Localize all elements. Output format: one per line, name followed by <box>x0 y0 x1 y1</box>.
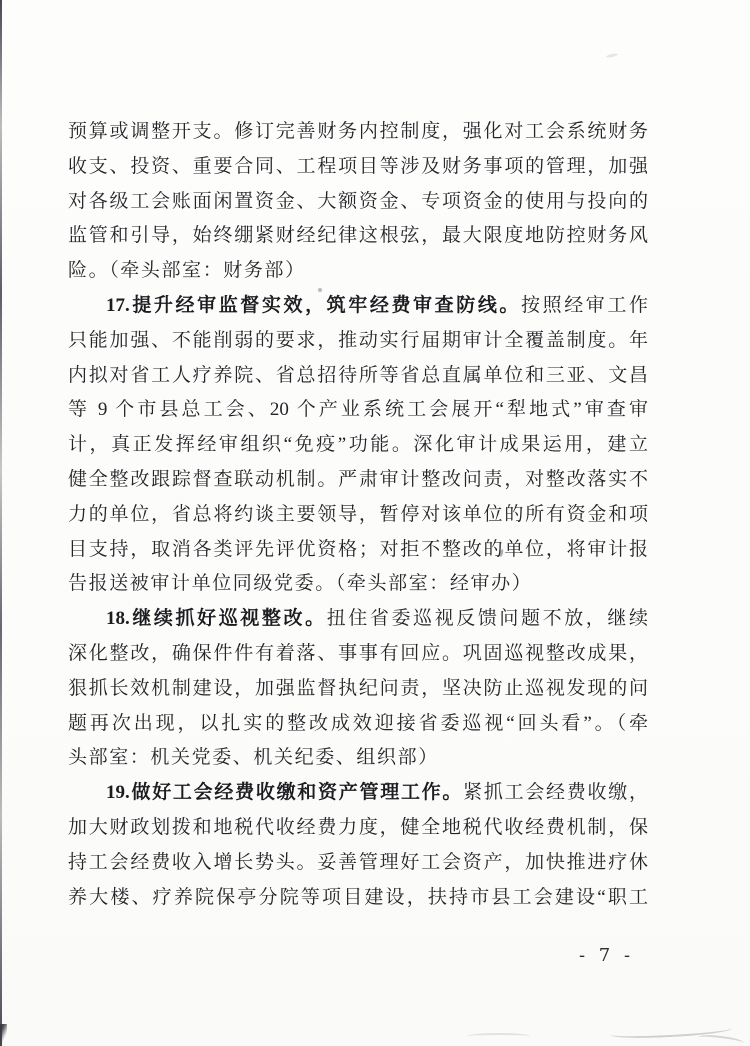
page-number: - 7 - <box>579 945 635 966</box>
item-19-heading: 19.做好工会经费收缴和资产管理工作。 <box>106 782 464 804</box>
text-line <box>68 359 648 394</box>
text-line <box>68 115 648 150</box>
text-segment: 题再次出现，以扎实的整改成效迎接省委巡视“回头看”。（牵 <box>68 712 648 734</box>
text-line <box>68 498 648 533</box>
ink-speck <box>318 288 322 292</box>
text-segment: 养大楼、疗养院保亭分院等项目建设，扶持市县工会建设“职工 <box>68 886 648 908</box>
scan-speck <box>606 53 618 58</box>
text-segment: 加大财政划拨和地税代收经费力度，健全地税代收经费机制，保 <box>68 816 648 838</box>
scan-smudge <box>698 1033 745 1046</box>
text-segment: 持工会经费收入增长势头。妥善管理好工会资产，加快推进疗休 <box>68 851 648 873</box>
text-line <box>68 393 648 428</box>
text-segment: 按照经审工作 <box>521 294 648 316</box>
text-line-item-18 <box>68 602 648 637</box>
scan-smudge <box>468 1033 530 1039</box>
text-segment: 力的单位，省总将约谈主要领导，暂停对该单位的所有资金和项 <box>68 503 648 525</box>
text-line <box>68 811 648 846</box>
item-17-heading: 17.提升经审监督实效，筑牢经费审查防线。 <box>106 294 522 316</box>
text-segment: 扭住省委巡视反馈问题不放，继续 <box>326 608 648 630</box>
text-line <box>68 533 648 568</box>
text-line <box>68 254 648 289</box>
text-line-item-19 <box>68 776 648 811</box>
text-line <box>68 324 648 359</box>
text-segment: 头部室：机关党委、机关纪委、组织部） <box>68 747 439 769</box>
text-line <box>68 741 648 776</box>
text-line <box>68 567 648 602</box>
text-segment: 监管和引导，始终绷紧财经纪律这根弦，最大限度地防控财务风 <box>68 225 648 247</box>
text-segment: 告报送被审计单位同级党委。（牵头部室：经审办） <box>68 573 533 595</box>
scan-corner-artifact <box>0 1024 7 1046</box>
text-segment: 对各级工会账面闲置资金、大额资金、专项资金的使用与投向的 <box>68 190 648 212</box>
text-segment: 等 9 个市县总工会、20 个产业系统工会展开“犁地式”审查审 <box>68 399 648 421</box>
scan-left-edge-artifact <box>0 0 2 1046</box>
text-line <box>68 707 648 742</box>
document-body <box>68 115 648 915</box>
item-18-heading: 18.继续抓好巡视整改。 <box>106 608 327 630</box>
text-line <box>68 185 648 220</box>
text-segment: 险。（牵头部室：财务部） <box>68 260 306 282</box>
text-segment: 收支、投资、重要合同、工程项目等涉及财务事项的管理，加强 <box>68 155 648 177</box>
text-segment: 预算或调整开支。修订完善财务内控制度，强化对工会系统财务 <box>68 121 648 142</box>
text-line <box>68 463 648 498</box>
text-line-item-17 <box>68 289 648 324</box>
text-line <box>68 219 648 254</box>
text-segment: 只能加强、不能削弱的要求，推动实行届期审计全覆盖制度。年 <box>68 329 648 351</box>
text-line <box>68 150 648 185</box>
text-segment: 内拟对省工人疗养院、省总招待所等省总直属单位和三亚、文昌 <box>68 364 648 386</box>
text-segment: 深化整改，确保件件有着落、事事有回应。巩固巡视整改成果， <box>68 642 648 664</box>
text-segment: 目支持，取消各类评先评优资格；对拒不整改的单位，将审计报 <box>68 538 648 560</box>
text-segment: 狠抓长效机制建设，加强监督执纪问责，坚决防止巡视发现的问 <box>68 677 648 699</box>
text-line <box>68 881 648 916</box>
text-line <box>68 846 648 881</box>
text-segment: 计，真正发挥经审组织“免疫”功能。深化审计成果运用，建立 <box>68 434 648 456</box>
text-line <box>68 672 648 707</box>
text-segment: 健全整改跟踪督查联动机制。严肃审计整改问责，对整改落实不 <box>68 468 648 490</box>
text-line <box>68 428 648 463</box>
text-line <box>68 637 648 672</box>
text-segment: 紧抓工会经费收缴， <box>463 782 648 804</box>
